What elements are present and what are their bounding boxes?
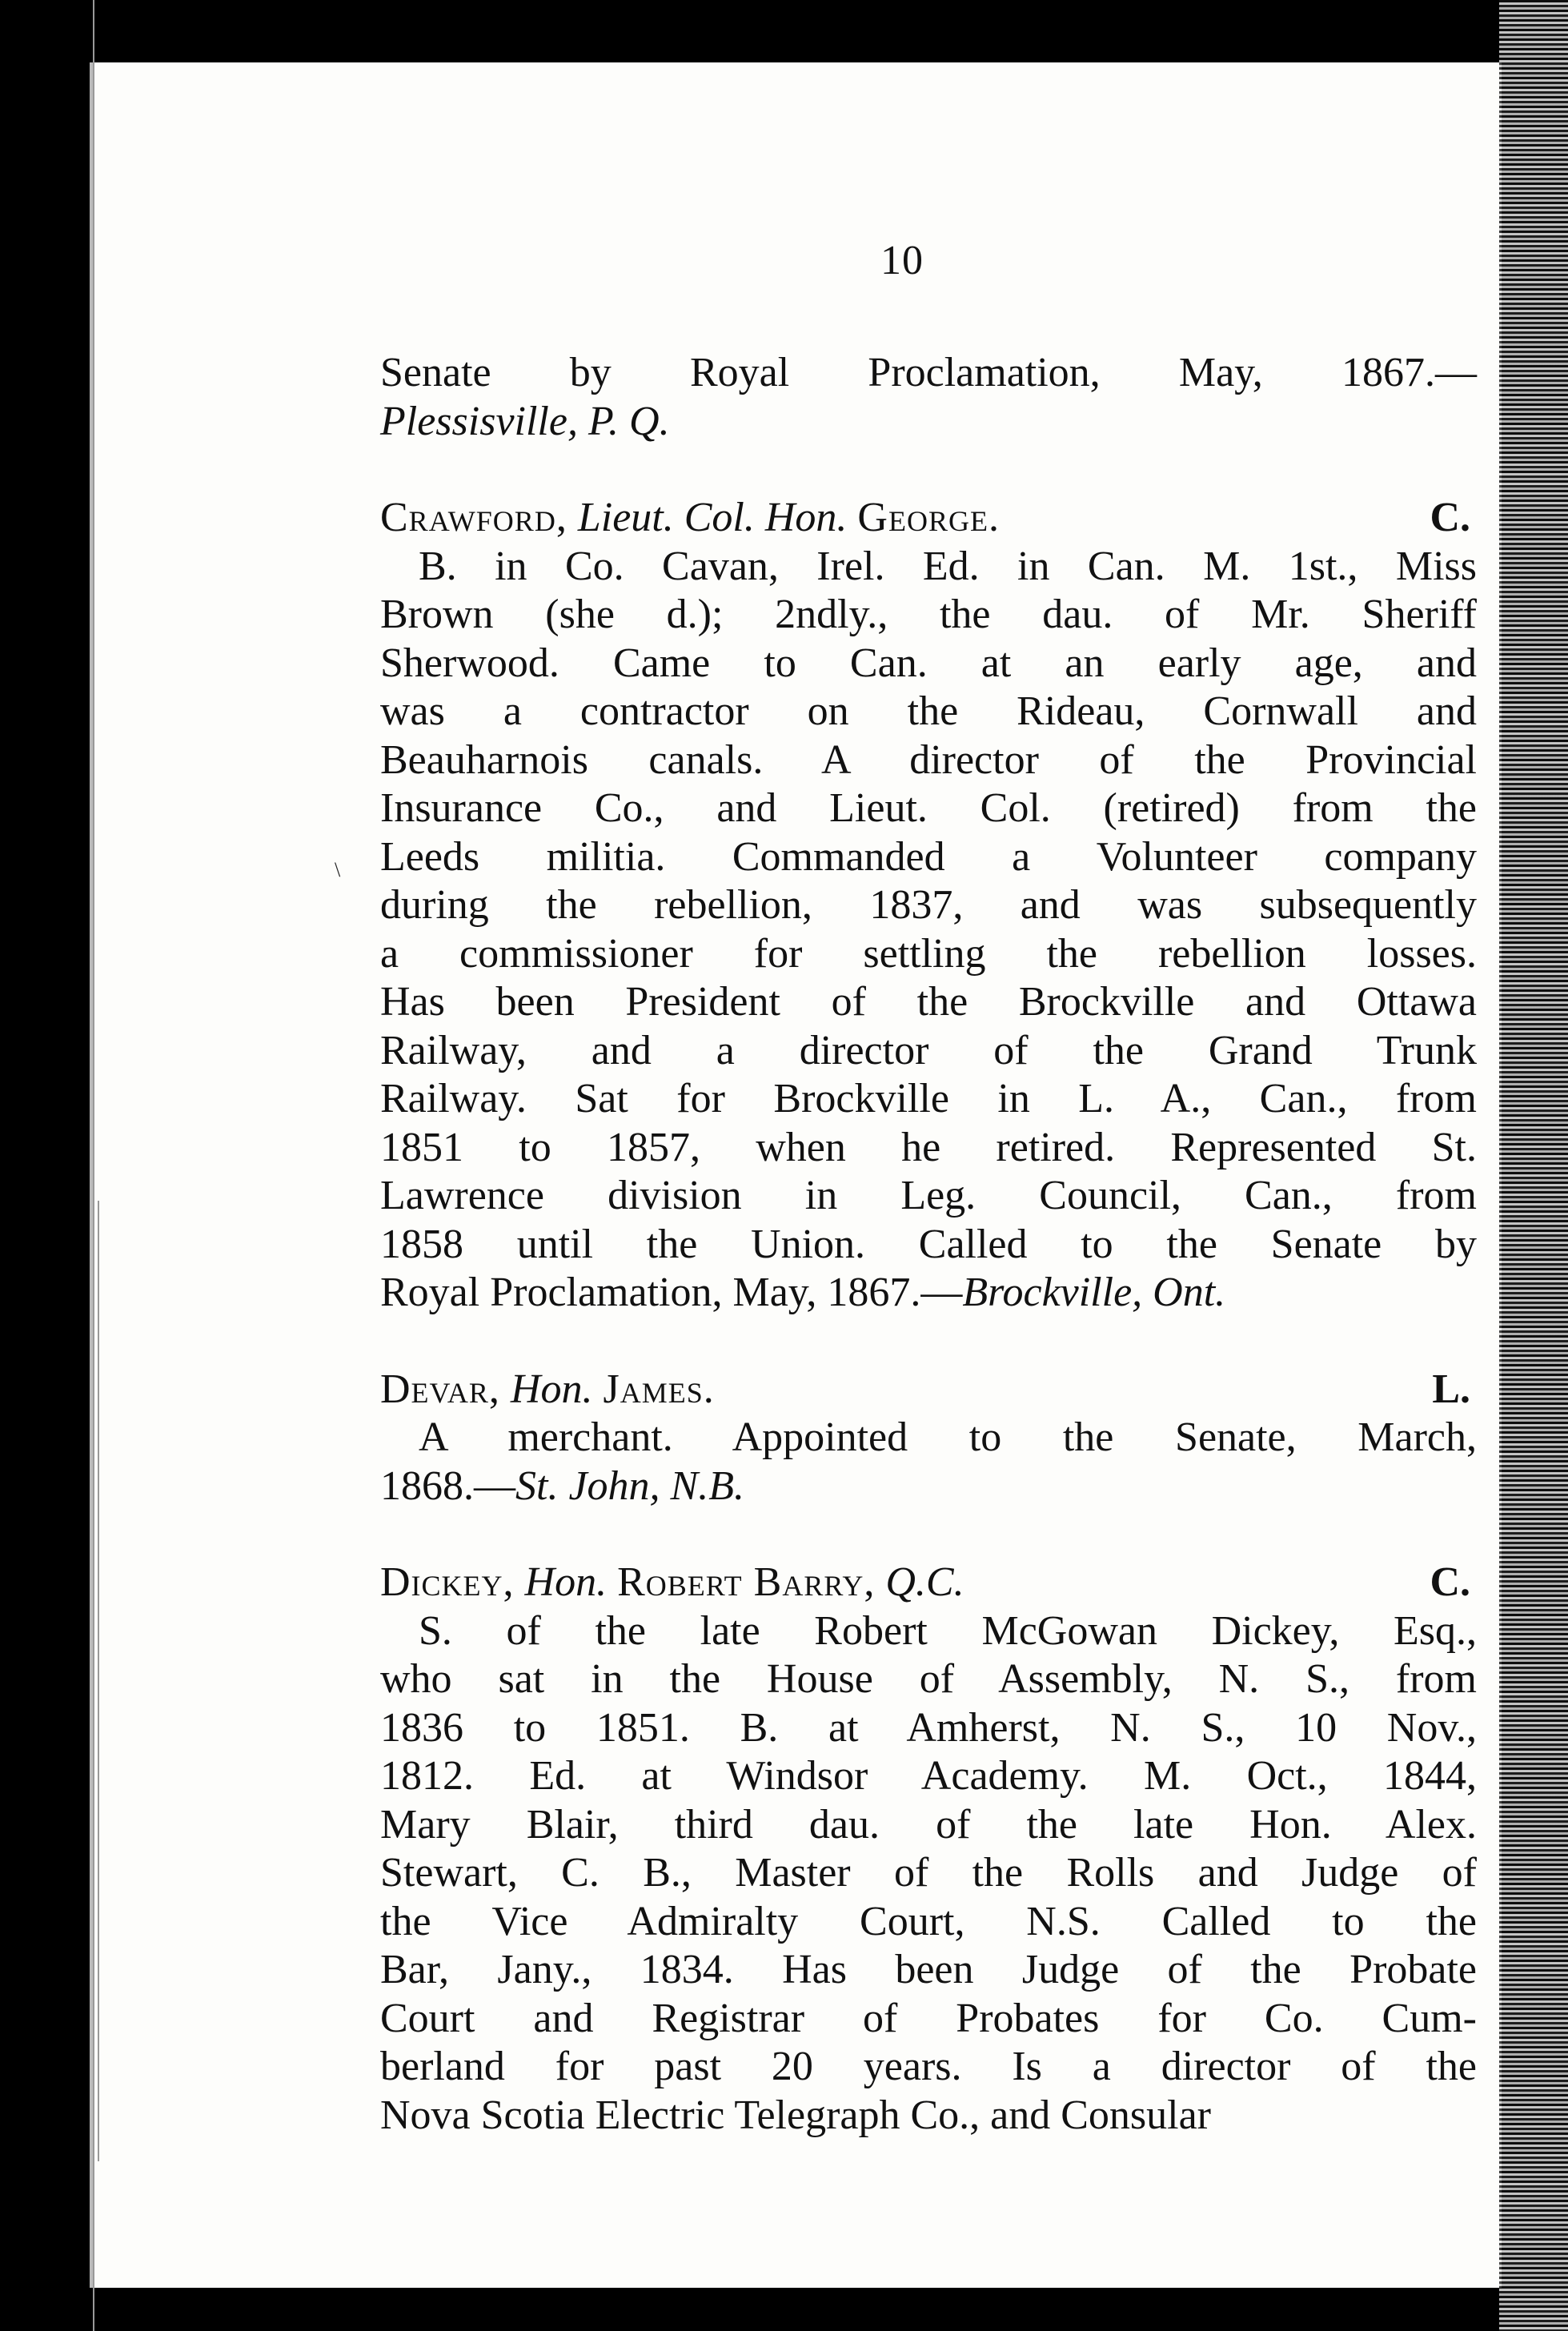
entry-surname: Crawford, bbox=[380, 495, 567, 540]
entry-text-line: 1858 until the Union. Called to the Senate by bbox=[380, 1221, 1477, 1267]
entry-text-line: a commissioner for settling the rebellion losses. bbox=[380, 930, 1477, 977]
party-badge: L. bbox=[1432, 1366, 1470, 1412]
entry-honorific: Hon. bbox=[524, 1559, 608, 1605]
entry-suffix: Q.C. bbox=[885, 1559, 964, 1605]
entry-residence: St. John, N.B. bbox=[515, 1462, 744, 1509]
entries-list bbox=[380, 494, 1477, 2140]
page-edge-texture bbox=[1499, 0, 1568, 2331]
entry-text-line: 1836 to 1851. B. at Amherst, N. S., 10 Nov., bbox=[380, 1704, 1477, 1751]
entry-closing-line bbox=[380, 1269, 1477, 1318]
entry-closing-text: Royal Proclamation, May, 1867.— bbox=[380, 1270, 963, 1315]
continuation-line: Senate by Royal Proclamation, May, 1867.— bbox=[380, 350, 1477, 395]
entry-honorific: Lieut. Col. Hon. bbox=[577, 495, 848, 540]
entry-text-line: A merchant. Appointed to the Senate, March, bbox=[419, 1414, 1477, 1460]
entry-heading bbox=[380, 494, 1477, 543]
binding-rule-1 bbox=[93, 0, 94, 2331]
entry-text-line: who sat in the House of Assembly, N. S., from bbox=[380, 1656, 1477, 1702]
entry-text-line: the Vice Admiralty Court, N.S. Called to the bbox=[380, 1898, 1477, 1944]
page-number: 10 bbox=[880, 238, 924, 283]
entry-text-line: was a contractor on the Rideau, Cornwall and bbox=[380, 688, 1477, 734]
entry-gap bbox=[380, 446, 1477, 494]
entry-given-name: Robert Barry, bbox=[617, 1559, 876, 1605]
entry-text-line: during the rebellion, 1837, and was subsequently bbox=[380, 882, 1477, 928]
party-badge: C. bbox=[1430, 1559, 1470, 1605]
entry-honorific: Hon. bbox=[510, 1366, 593, 1412]
entry-residence: Brockville, Ont. bbox=[962, 1270, 1226, 1315]
entry-text-line: Sherwood. Came to Can. at an early age, and bbox=[380, 640, 1477, 686]
entry-closing-line bbox=[380, 1462, 1477, 1511]
entry-name bbox=[380, 494, 1000, 543]
entry-name bbox=[380, 1366, 715, 1414]
entry-text-line: Insurance Co., and Lieut. Col. (retired) from the bbox=[380, 785, 1477, 831]
entry-heading bbox=[380, 1559, 1477, 1607]
biography-entry bbox=[380, 1366, 1477, 1511]
entry-closing-text: 1868.— bbox=[380, 1462, 515, 1509]
binding-rule-2 bbox=[98, 1201, 99, 2161]
stray-mark: \ bbox=[335, 858, 341, 881]
biography-entry bbox=[380, 494, 1477, 1318]
entry-text-line: Leeds militia. Commanded a Volunteer company bbox=[380, 833, 1477, 880]
entry-text-line: Bar, Jany., 1834. Has been Judge of the Probate bbox=[380, 1947, 1477, 1992]
page-content bbox=[380, 349, 1477, 2140]
entry-text-line: Railway. Sat for Brockville in L. A., Can., from bbox=[380, 1076, 1477, 1121]
entry-heading bbox=[380, 1366, 1477, 1414]
entry-given-name: George. bbox=[857, 495, 1000, 540]
entry-text-line: Beauharnois canals. A director of the Provincial bbox=[380, 736, 1477, 783]
entry-text-line: 1812. Ed. at Windsor Academy. M. Oct., 1844, bbox=[380, 1753, 1477, 1799]
entry-gap bbox=[380, 1318, 1477, 1366]
entry-text-line: S. of the late Robert McGowan Dickey, Esq., bbox=[419, 1607, 1477, 1654]
entry-text-line: Brown (she d.); 2ndly., the dau. of Mr. Sheriff bbox=[380, 592, 1477, 637]
entry-text-line: Nova Scotia Electric Telegraph Co., and Consular bbox=[380, 2092, 1211, 2138]
entry-text-line: 1851 to 1857, when he retired. Represented St. bbox=[380, 1124, 1477, 1170]
entry-text-line: Court and Registrar of Probates for Co. Cum- bbox=[380, 1995, 1477, 2041]
entry-given-name: James. bbox=[603, 1366, 715, 1412]
entry-text-line: berland for past 20 years. Is a director of the bbox=[380, 2044, 1477, 2089]
entry-text-line: B. in Co. Cavan, Irel. Ed. in Can. M. 1st., Miss bbox=[419, 543, 1477, 589]
entry-text-line: Mary Blair, third dau. of the late Hon. Alex. bbox=[380, 1801, 1477, 1848]
entry-gap bbox=[380, 1511, 1477, 1559]
entry-text-line: Stewart, C. B., Master of the Rolls and Judge of bbox=[380, 1850, 1477, 1896]
continuation-place: Plessisville, P. Q. bbox=[380, 398, 670, 444]
entry-text-line: Lawrence division in Leg. Council, Can., from bbox=[380, 1173, 1477, 1218]
party-badge: C. bbox=[1430, 495, 1470, 540]
entry-text-line: Has been President of the Brockville and Ottawa bbox=[380, 979, 1477, 1025]
entry-name bbox=[380, 1559, 964, 1607]
entry-text-line: Railway, and a director of the Grand Trunk bbox=[380, 1027, 1477, 1073]
entry-surname: Dickey, bbox=[380, 1559, 515, 1605]
entry-surname: Devar, bbox=[380, 1366, 500, 1412]
biography-entry bbox=[380, 1559, 1477, 2140]
